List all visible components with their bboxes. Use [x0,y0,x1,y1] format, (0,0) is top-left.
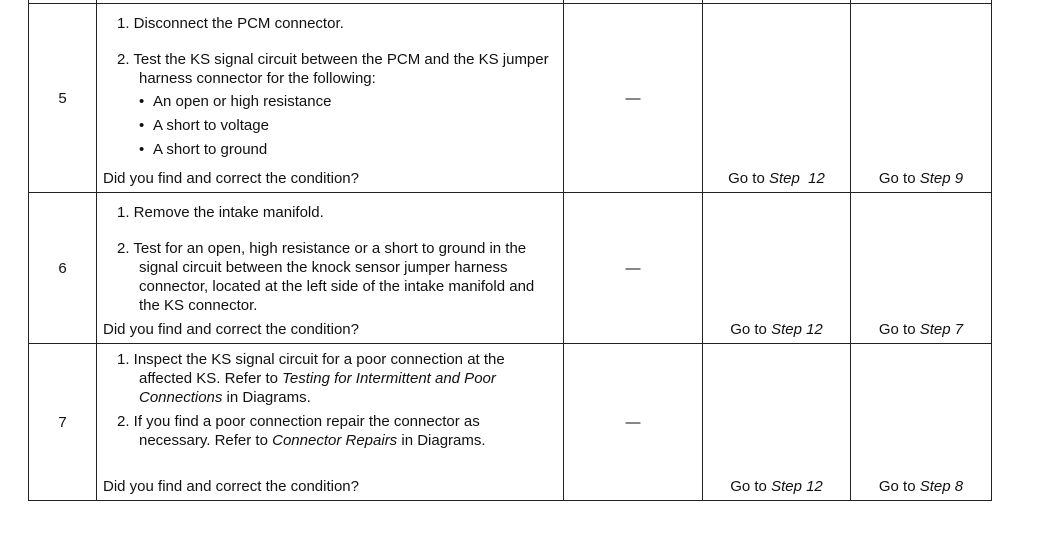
action-step: 2. Test for an open, high resistance or a short to ground in the signal circuit between the knock sensor jumper harness connector, located at the left side of the intake manifold and the KS connector. [117,240,535,314]
question-text: Did you find and correct the condition? [103,478,359,495]
table-row [29,4,992,193]
yes-cell [703,193,851,344]
step-number: 6 [29,193,97,344]
yes-cell [703,344,851,501]
diagnostic-table [28,0,992,501]
action-step: 1. Inspect the KS signal circuit for a poor connection at the affected KS. Refer to Testing for Intermittent and Poor Connections in Diagrams. [117,351,505,406]
no-cell [851,344,992,501]
value-cell: — [564,193,703,344]
step-number: 7 [29,344,97,501]
table-row [29,344,992,501]
question-text: Did you find and correct the condition? [103,321,359,338]
goto-yes: Go to Step 12 [730,321,823,338]
action-step: 1. Disconnect the PCM connector. [117,15,344,32]
question-text: Did you find and correct the condition? [103,170,359,187]
reference-link: Connector Repairs [272,432,398,449]
value-cell: — [564,344,703,501]
action-step: 2. If you find a poor connection repair the connector as necessary. Refer to Connector Repairs in Diagrams. [117,413,486,449]
step-number: 5 [29,4,97,193]
goto-yes: Go to Step 12 [730,478,823,495]
no-cell [851,4,992,193]
bullet-item: • A short to voltage [139,117,269,134]
bullet-icon: • [139,93,145,110]
bullet-item: • A short to ground [139,141,268,158]
goto-no: Go to Step 7 [878,321,964,338]
reference-link: Testing for Intermittent and Poor Connections [139,370,496,406]
action-cell [97,193,564,344]
goto-no: Go to Step 8 [878,478,964,495]
goto-no: Go to Step 9 [878,170,964,187]
bullet-item: • An open or high resistance [139,93,332,110]
yes-cell [703,4,851,193]
bullet-icon: • [139,141,145,158]
action-step: 2. Test the KS signal circuit between the PCM and the KS jumper harness connector for the following: [117,51,549,87]
action-cell [97,4,564,193]
action-cell [97,344,564,501]
table-row [29,193,992,344]
value-cell: — [564,4,703,193]
no-cell [851,193,992,344]
action-step: 1. Remove the intake manifold. [117,204,324,221]
goto-yes: Go to Step 12 [728,170,825,187]
bullet-icon: • [139,117,145,134]
